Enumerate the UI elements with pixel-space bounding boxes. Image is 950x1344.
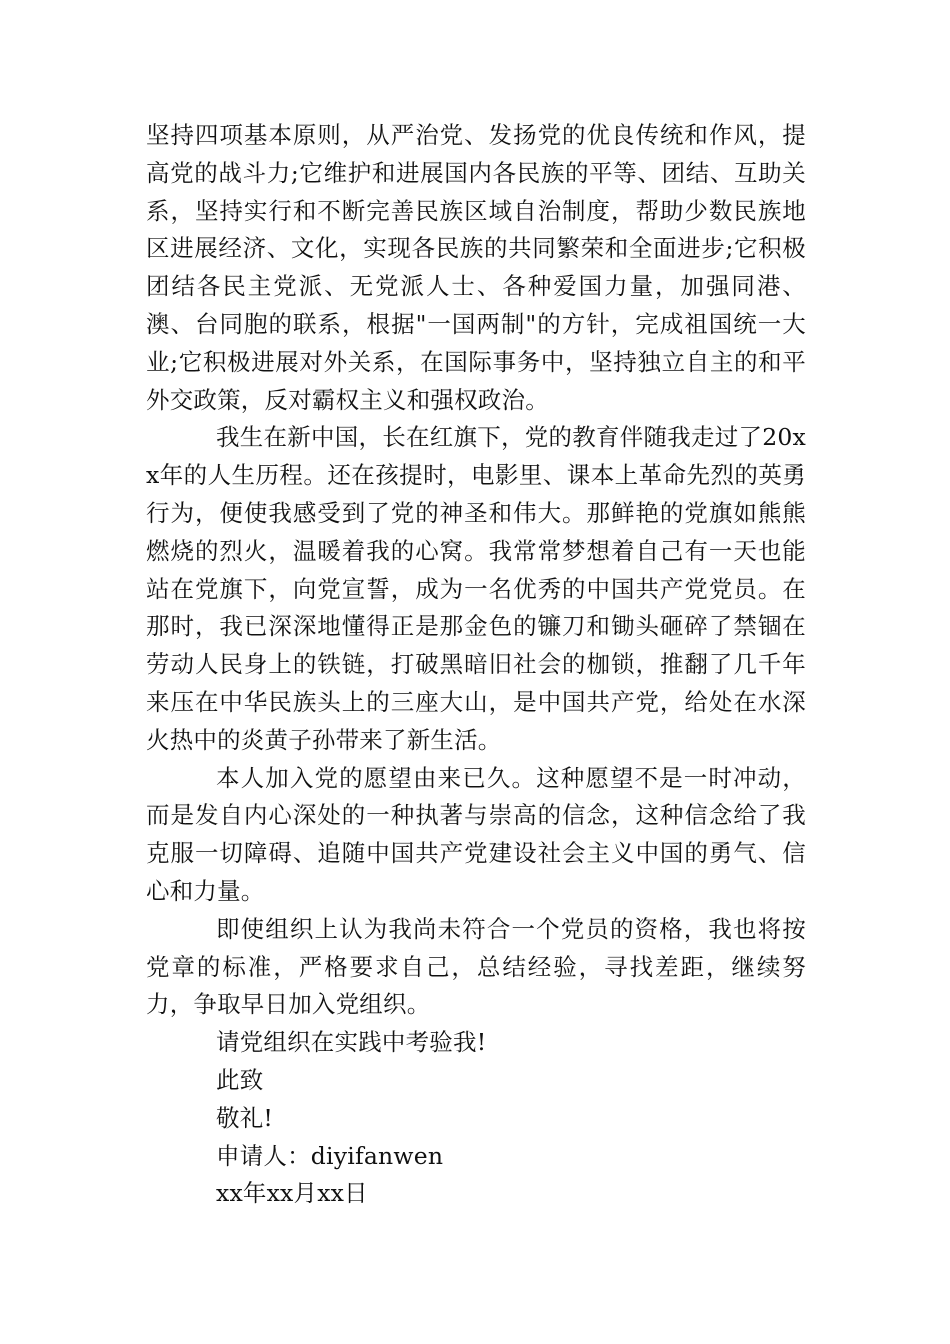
document-body xyxy=(146,117,806,1213)
body-paragraph-4: 即使组织上认为我尚未符合一个党员的资格，我也将按党章的标准，严格要求自己，总结经验，寻找差距，继续努力，争取早日加入党组织。 xyxy=(146,914,806,1019)
closing-request: 请党组织在实践中考验我! xyxy=(216,1028,487,1057)
applicant-signature: 申请人：diyifanwen xyxy=(216,1141,444,1170)
closing-salutation-2: 敬礼! xyxy=(216,1103,274,1132)
body-paragraph-3: 本人加入党的愿望由来已久。这种愿望不是一时冲动，而是发自内心深处的一种执著与崇高的信念，这种信念给了我克服一切障碍、追随中国共产党建设社会主义中国的勇气、信心和力量。 xyxy=(146,763,806,905)
closing-salutation-1: 此致 xyxy=(216,1065,264,1094)
document-date: xx年xx月xx日 xyxy=(216,1179,368,1208)
body-paragraph-1: 坚持四项基本原则，从严治党、发扬党的优良传统和作风，提高党的战斗力;它维护和进展国内各民族的平等、团结、互助关系，坚持实行和不断完善民族区域自治制度，帮助少数民族地区进展经济、文化，实现各民族的共同繁荣和全面进步;它积极团结各民主党派、无党派人士、各种爱国力量，加强同港、澳、台同胞的联系，根据"一国两制"的方针，完成祖国统一大业;它积极进展对外关系，在国际事务中，坚持独立自主的和平外交政策，反对霸权主义和强权政治。 xyxy=(146,121,806,414)
body-paragraph-2: 我生在新中国，长在红旗下，党的教育伴随我走过了20xx年的人生历程。还在孩提时，电影里、课本上革命先烈的英勇行为，便使我感受到了党的神圣和伟大。那鲜艳的党旗如熊熊燃烧的烈火，温暖着我的心窝。我常常梦想着自己有一天也能站在党旗下，向党宣誓，成为一名优秀的中国共产党党员。在那时，我已深深地懂得正是那金色的镰刀和锄头砸碎了禁锢在劳动人民身上的铁链，打破黑暗旧社会的枷锁，推翻了几千年来压在中华民族头上的三座大山，是中国共产党，给处在水深火热中的炎黄子孙带来了新生活。 xyxy=(146,423,806,754)
